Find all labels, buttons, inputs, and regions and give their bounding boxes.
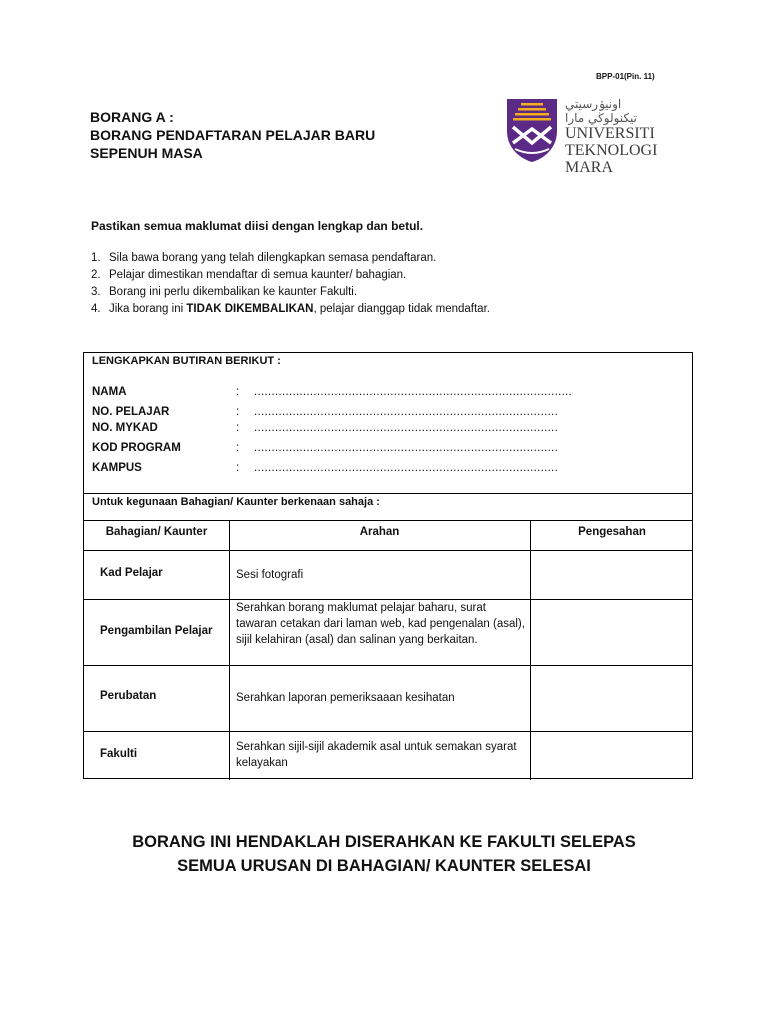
page-title [90, 108, 375, 162]
counter-section-heading: Untuk kegunaan Bahagian/ Kaunter berkenaan sahaja : [92, 496, 380, 508]
field-input-kampus[interactable]: ....................................................................................... [254, 462, 559, 474]
column-header-pengesahan: Pengesahan [578, 526, 646, 538]
field-label-nama: NAMA [92, 386, 127, 398]
instructions-list [91, 250, 490, 318]
crest-icon [503, 97, 561, 163]
field-input-no-mykad[interactable]: ....................................................................................... [254, 422, 559, 434]
field-input-kod-program[interactable]: ....................................................................................... [254, 442, 559, 454]
instruction-item: 4. Jika borang ini TIDAK DIKEMBALIKAN, pelajar dianggap tidak mendaftar. [91, 303, 490, 315]
form-box: LENGKAPKAN BUTIRAN BERIKUT : NAMA : ........................................................................................... NO. PELAJAR : ....................................................................................... NO. MYKAD : ....................................................................................... KOD PROGRAM : ....................................................................................... KAMPUS : ....................................................................................... Untuk kegunaan Bahagian/ Kaunter berkenaan sahaja : Bahagian/ Kaunter Arahan Pengesahan Kad Pelajar Sesi fotografi Pengambilan Pelajar Serahkan borang maklumat pelajar baharu, surat tawaran cetakan dari laman web, kad pengenalan (asal), sijil kelahiran (asal) dan salinan yang berkaitan. Perubatan Serahkan laporan pemeriksaaan kesihatan Fakulti Serahkan sijil-sijil akademik asal untuk semakan syarat kelayakan [83, 352, 693, 779]
row-label-pengambilan-pelajar: Pengambilan Pelajar [100, 625, 213, 637]
title-line-2: BORANG PENDAFTARAN PELAJAR BARU [90, 127, 376, 143]
instruction-item: 1. Sila bawa borang yang telah dilengkapkan semasa pendaftaran. [91, 252, 437, 264]
row-arahan-fakulti: Serahkan sijil-sijil akademik asal untuk semakan syarat kelayakan [236, 741, 517, 769]
row-arahan-pengambilan-pelajar: Serahkan borang maklumat pelajar baharu, surat tawaran cetakan dari laman web, kad pengenalan (asal), sijil kelahiran (asal) dan salinan yang berkaitan. [236, 602, 525, 646]
logo-text-line-2: TEKNOLOGI [565, 142, 658, 159]
logo-text-line-3: MARA [565, 159, 614, 176]
form-code: BPP-01(Pin. 11) [596, 72, 655, 81]
logo-text-line-1: UNIVERSITI [565, 125, 655, 142]
row-label-perubatan: Perubatan [100, 690, 157, 702]
title-line-3: SEPENUH MASA [90, 145, 203, 161]
footer-line-1: BORANG INI HENDAKLAH DISERAHKAN KE FAKULTI SELEPAS [132, 833, 636, 851]
column-header-bahagian: Bahagian/ Kaunter [105, 526, 208, 538]
field-label-no-pelajar: NO. PELAJAR [92, 406, 170, 418]
column-header-arahan: Arahan [359, 526, 400, 538]
instruction-item: 3. Borang ini perlu dikembalikan ke kaunter Fakulti. [91, 286, 358, 298]
instruction-item: 2. Pelajar dimestikan mendaftar di semua kaunter/ bahagian. [91, 269, 407, 281]
field-input-nama[interactable]: ........................................................................................... [254, 386, 573, 398]
footer-notice [0, 830, 768, 878]
field-label-kampus: KAMPUS [92, 462, 142, 474]
footer-line-2: SEMUA URUSAN DI BAHAGIAN/ KAUNTER SELESAI [177, 857, 591, 875]
field-label-kod-program: KOD PROGRAM [92, 442, 181, 454]
field-input-no-pelajar[interactable]: ....................................................................................... [254, 406, 559, 418]
field-label-no-mykad: NO. MYKAD [92, 422, 158, 434]
logo-arabic-text: اونيۏرسيتي تيكنولوڬي مارا [565, 97, 638, 125]
university-logo [503, 97, 673, 176]
details-heading: LENGKAPKAN BUTIRAN BERIKUT : [92, 355, 281, 367]
instructions-heading: Pastikan semua maklumat diisi dengan lengkap dan betul. [91, 219, 424, 233]
title-line-1: BORANG A : [90, 109, 174, 125]
row-label-fakulti: Fakulti [100, 748, 138, 760]
row-arahan-kad-pelajar: Sesi fotografi [236, 569, 304, 581]
row-label-kad-pelajar: Kad Pelajar [100, 567, 163, 579]
row-arahan-perubatan: Serahkan laporan pemeriksaaan kesihatan [236, 692, 455, 704]
